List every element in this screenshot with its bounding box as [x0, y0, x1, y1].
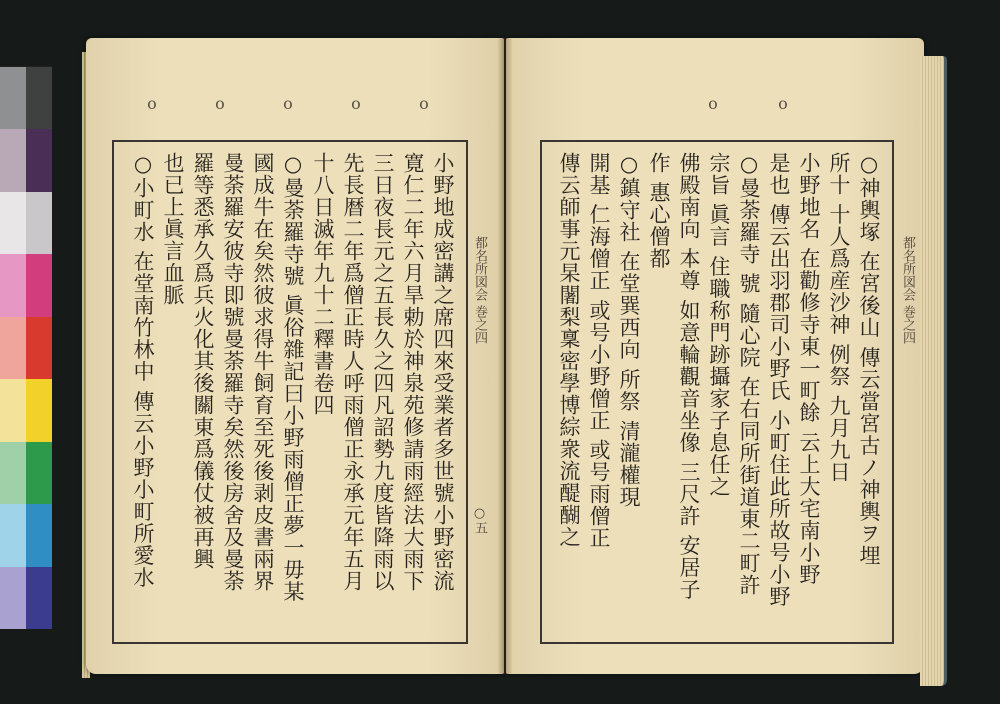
calibration-row	[0, 567, 52, 629]
text-column: ○鎮守社 在堂巽西向 所祭 清瀧權現	[617, 152, 641, 509]
calibration-row	[0, 192, 52, 254]
left-text-columns	[122, 152, 458, 632]
calibration-swatch	[26, 67, 52, 129]
calibration-row	[0, 442, 52, 504]
right-page-edge	[920, 56, 947, 686]
text-column: 是也 傳云出羽郡司小野氏 小町住此所故号小野	[767, 152, 791, 608]
calibration-row	[0, 67, 52, 129]
calibration-swatch	[26, 504, 52, 566]
text-column: 國成牛在矣然彼求得牛飼育至死後剥皮書兩界	[251, 152, 275, 592]
calibration-swatch	[26, 379, 52, 441]
text-column: 傳云師事元杲闍梨稟密學博綜衆流醍醐之	[557, 152, 581, 548]
text-column: 先長暦二年爲僧正時人呼雨僧正永承元年五月	[341, 152, 365, 592]
text-column: 十八日滅年九十二釋書卷四	[311, 152, 335, 416]
calibration-swatch	[0, 567, 26, 629]
text-column: 所十 十人爲産沙神 例祭 九月九日	[827, 152, 851, 484]
calibration-swatch	[0, 192, 26, 254]
text-column: ○曼荼羅寺 號 隨心院 在右同所街道東二町許	[737, 152, 761, 597]
text-column: 作 惠心僧都	[647, 152, 671, 270]
binding-hole: o	[147, 94, 157, 113]
left-folio-number: ○五	[472, 506, 487, 534]
calibration-swatch	[0, 504, 26, 566]
color-calibration-strip	[0, 66, 52, 629]
text-column: 曼荼羅安彼寺即號曼荼羅寺矣然後房舍及曼荼	[221, 152, 245, 592]
binding-hole: o	[215, 94, 225, 113]
left-binding-holes	[118, 94, 458, 113]
text-column: 開基 仁海僧正 或号小野僧正 或号雨僧正	[587, 152, 611, 550]
calibration-row	[0, 254, 52, 316]
calibration-swatch	[26, 317, 52, 379]
text-column: ○小町水 在堂南竹林中 傳云小野小町所愛水	[131, 152, 155, 589]
text-column: ○曼荼羅寺號 眞俗雜記曰小野雨僧正夢一毋某	[281, 152, 305, 603]
calibration-row	[0, 317, 52, 379]
text-column: 宗旨 眞言 住職称門跡攝家子息任之	[707, 152, 731, 498]
calibration-row	[0, 129, 52, 191]
binding-hole: o	[283, 94, 293, 113]
calibration-swatch	[0, 379, 26, 441]
calibration-swatch	[0, 67, 26, 129]
open-book	[58, 26, 950, 686]
calibration-swatch	[0, 254, 26, 316]
calibration-swatch	[26, 254, 52, 316]
text-column: 佛殿南向 本尊 如意輪觀音坐像 三尺許 安居子	[677, 152, 701, 601]
text-column: 小野地成密講之席四來受業者多世號小野密流	[431, 152, 455, 592]
text-column: 三日夜長元之五長久之四凡詔勢九度皆降雨以	[371, 152, 395, 592]
binding-hole: o	[778, 94, 788, 113]
text-column: 羅等悉承久爲兵火化其後關東爲儀仗被再興	[191, 152, 215, 570]
book-gutter	[498, 38, 512, 674]
text-column: 寛仁二年六月旱勅於神泉苑修請雨經法大雨下	[401, 152, 425, 592]
calibration-swatch	[26, 567, 52, 629]
right-text-frame	[540, 140, 894, 644]
binding-hole: o	[351, 94, 361, 113]
binding-hole: o	[419, 94, 429, 113]
calibration-row	[0, 379, 52, 441]
calibration-swatch	[26, 192, 52, 254]
left-text-frame	[112, 140, 468, 644]
right-binding-holes	[678, 94, 818, 113]
right-text-columns	[550, 152, 884, 632]
calibration-swatch	[0, 442, 26, 504]
calibration-swatch	[0, 129, 26, 191]
text-column: ○神輿塚 在宮後山 傳云當宮古ノ神輿ヲ埋	[857, 152, 881, 567]
calibration-swatch	[26, 442, 52, 504]
calibration-swatch	[26, 129, 52, 191]
text-column: 小野地名 在勸修寺東一町餘 云上大宅南小野	[797, 152, 821, 586]
text-column: 也已上眞言血脈	[161, 152, 185, 306]
calibration-swatch	[0, 317, 26, 379]
calibration-row	[0, 504, 52, 566]
left-margin-title: 都名所図会 巻之四	[472, 236, 487, 345]
binding-hole: o	[708, 94, 718, 113]
right-margin-title: 都名所図会 巻之四	[900, 236, 915, 345]
